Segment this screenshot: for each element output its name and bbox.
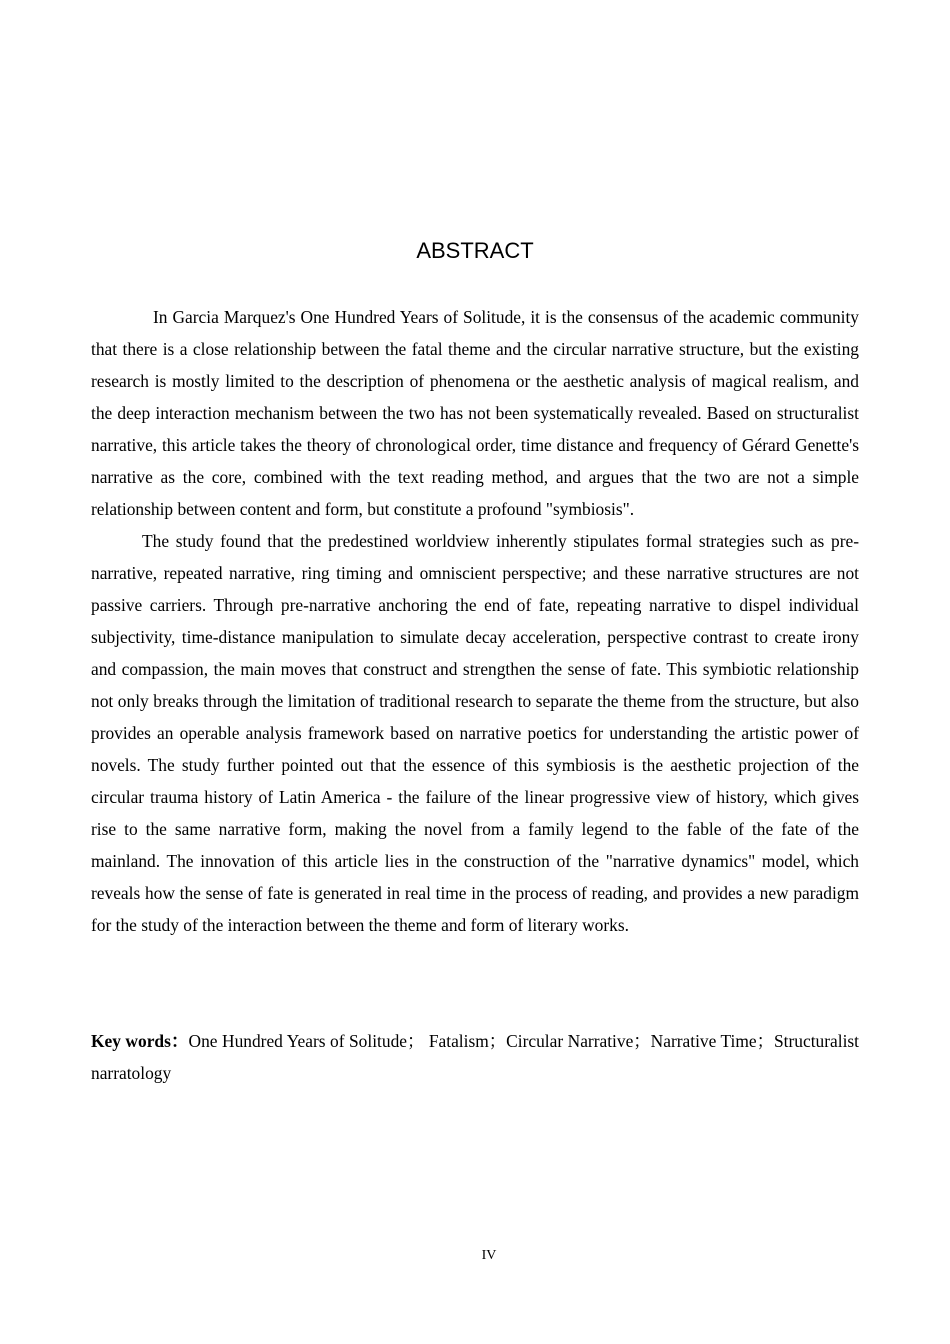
abstract-paragraph-2: The study found that the predestined worldview inherently stipulates formal strategies such as pre-narrative, repeated narrative, ring timing and omniscient perspective; and these narrative structures are not passive carriers. Through pre-narrative anchoring the end of fate, repeating narrative to dispel individual subjectivity, time-distance manipulation to simulate decay acceleration, perspective contrast to create irony and compassion, the main moves that construct and strengthen the sense of fate. This symbiotic relationship not only breaks through the limitation of traditional research to separate the theme from the structure, but also provides an operable analysis framework based on narrative poetics for understanding the artistic power of novels. The study further pointed out that the essence of this symbiosis is the aesthetic projection of the circular trauma history of Latin America - the failure of the linear progressive view of history, which gives rise to the same narrative form, making the novel from a family legend to the fable of the fate of the mainland. The innovation of this article lies in the construction of the "narrative dynamics" model, which reveals how the sense of fate is generated in real time in the process of reading, and provides a new paradigm for the study of the interaction between the theme and form of literary works. [91,531,859,935]
abstract-paragraph-1: In Garcia Marquez's One Hundred Years of Solitude, it is the consensus of the academic community that there is a close relationship between the fatal theme and the circular narrative structure, but the existing research is mostly limited to the description of phenomena or the aesthetic analysis of magical realism, and the deep interaction mechanism between the two has not been systematically revealed. Based on structuralist narrative, this article takes the theory of chronological order, time distance and frequency of Gérard Genette's narrative as the core, combined with the text reading method, and argues that the two are not a simple relationship between content and form, but constitute a profound "symbiosis". [91,307,859,519]
keywords-line [91,1025,859,1089]
abstract-title: ABSTRACT [416,238,534,263]
keywords-label: Key words： [91,1031,189,1051]
keywords-text: One Hundred Years of Solitude； Fatalism；Circular Narrative；Narrative Time；Structuralist narratology [91,1031,860,1083]
page-number: IV [481,1248,497,1263]
abstract-body [91,301,859,941]
